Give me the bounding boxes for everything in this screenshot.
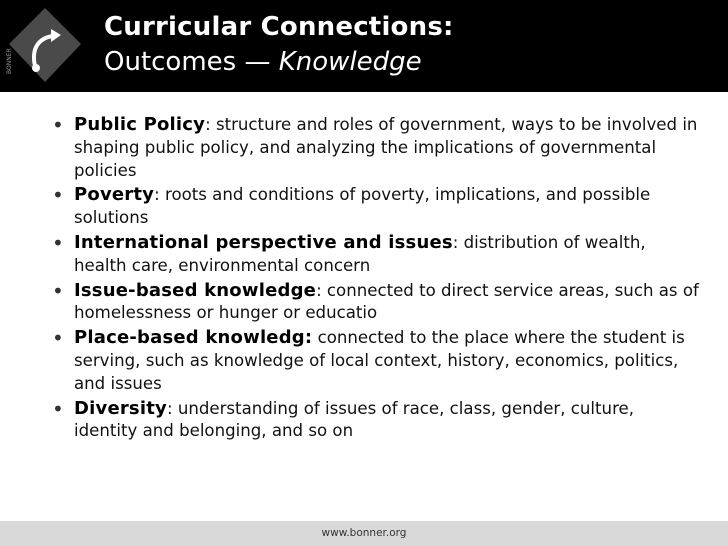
bullet-text: : connected to direct service areas, such as of homelessness or hunger or educatio [74, 280, 699, 323]
slide-title [104, 10, 454, 80]
bullet-icon: • [52, 326, 64, 351]
bullet-text: : roots and conditions of poverty, implications, and possible solutions [74, 185, 651, 228]
bullet-term: Diversity [74, 397, 167, 419]
bonner-arrow-logo-icon [3, 2, 87, 88]
title-plain: Outcomes — [104, 47, 279, 77]
bullet-icon: • [52, 113, 64, 137]
footer-url[interactable]: www.bonner.org [321, 527, 407, 539]
bullet-item [52, 114, 702, 182]
bullet-icon: • [52, 183, 64, 208]
bullet-icon: • [52, 396, 64, 421]
slide-footer [0, 521, 728, 546]
bullet-list [52, 114, 702, 443]
svg-text:BONNER: BONNER [6, 48, 13, 74]
bullet-term: International perspective and issues [74, 231, 453, 253]
bullet-term: Issue-based knowledge [74, 279, 317, 301]
bullet-icon: • [52, 230, 64, 255]
bullet-text: : structure and roles of government, ways to be involved in shaping public policy, and analyzing the implications of governmental policies [74, 115, 698, 180]
bullet-item [52, 184, 702, 230]
bullet-term: Place-based knowledg: [74, 327, 313, 349]
title-line-2 [104, 45, 454, 80]
slide-content [52, 114, 702, 445]
title-italic: Knowledge [278, 47, 422, 77]
bullet-text: : distribution of wealth, health care, environmental concern [74, 232, 646, 275]
bullet-term: Poverty [74, 184, 155, 206]
bullet-item [52, 398, 702, 444]
bullet-item [52, 280, 702, 326]
bullet-text: connected to the place where the student is serving, such as knowledge of local context, history, economics, politics, and issues [74, 328, 685, 393]
bullet-item [52, 232, 702, 278]
bullet-icon: • [52, 278, 64, 303]
title-line-1: Curricular Connections: [104, 12, 454, 42]
bullet-term: Public Policy [74, 114, 206, 135]
bullet-text: : understanding of issues of race, class, gender, culture, identity and belonging, and so on [74, 398, 635, 441]
slide-header [0, 0, 728, 92]
bullet-item [52, 327, 702, 395]
